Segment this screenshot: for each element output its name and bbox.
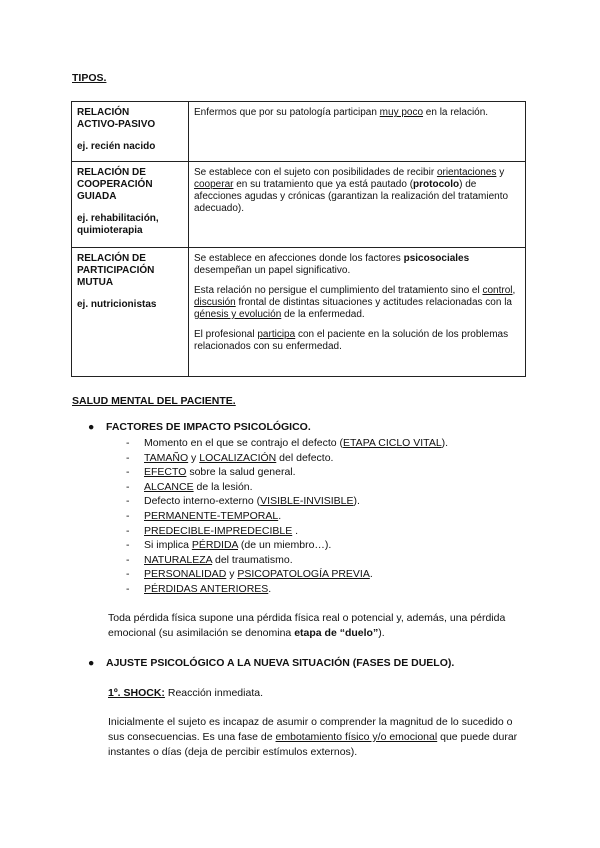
list-item-text: Defecto interno-externo (VISIBLE-INVISIBLE). xyxy=(144,495,360,508)
ajuste-heading: AJUSTE PSICOLÓGICO A LA NUEVA SITUACIÓN (FASES DE DUELO). xyxy=(106,657,455,669)
perdida-paragraph: Toda pérdida física supone una pérdida física real o potencial y, además, una pérdida emocional (su asimilación se denomina etapa de “duelo”). xyxy=(108,612,506,639)
bullet-dot: ● xyxy=(88,421,95,433)
relation-example: ej. nutricionistas xyxy=(77,299,157,310)
factores-heading: FACTORES DE IMPACTO PSICOLÓGICO. xyxy=(106,421,311,433)
list-dash: - xyxy=(126,480,130,493)
list-item xyxy=(126,524,448,539)
list-item-text: ALCANCE de la lesión. xyxy=(144,480,253,493)
relation-name-cell xyxy=(72,102,189,162)
list-dash: - xyxy=(126,539,130,552)
list-item xyxy=(126,480,448,495)
list-item xyxy=(126,567,448,582)
list-item xyxy=(126,553,448,568)
relation-name-cell xyxy=(72,248,189,377)
shock-paragraph: Inicialmente el sujeto es incapaz de asumir o comprender la magnitud de lo sucedido o sus consecuencias. Es una fase de embotamiento físico y/o emocional que puede durar instantes o días (deja de percibir estímulos externos). xyxy=(108,716,518,758)
list-item-text: PERMANENTE-TEMPORAL. xyxy=(144,509,282,522)
list-item xyxy=(126,494,448,509)
factores-bullet xyxy=(88,421,311,433)
relation-description-paragraph: Se establece con el sujeto con posibilidades de recibir orientaciones y cooperar en su tratamiento que ya está pautado (protocolo) de afecciones agudas y crónicas (garantizan la realización del tratamiento adecuado). xyxy=(194,167,509,214)
list-item-text: PÉRDIDAS ANTERIORES. xyxy=(144,582,272,595)
list-dash: - xyxy=(126,524,130,537)
relation-description-paragraph: Se establece en afecciones donde los factores psicosociales desempeñan un papel significativo. xyxy=(194,253,470,276)
list-item-text: EFECTO sobre la salud general. xyxy=(144,466,296,479)
list-item-text: PERSONALIDAD y PSICOPATOLOGÍA PREVIA. xyxy=(144,568,373,581)
relation-example: ej. rehabilitación, quimioterapia xyxy=(77,213,159,236)
table-row xyxy=(72,248,526,377)
list-dash: - xyxy=(126,553,130,566)
bullet-dot: ● xyxy=(88,657,95,669)
shock-line xyxy=(108,686,528,701)
relation-description-cell xyxy=(189,102,526,162)
list-dash: - xyxy=(126,568,130,581)
list-item-text: Momento en el que se contrajo el defecto (ETAPA CICLO VITAL). xyxy=(144,437,449,449)
list-item xyxy=(126,451,448,466)
relation-description-cell xyxy=(189,248,526,377)
relation-name: RELACIÓN DE PARTICIPACIÓN MUTUA xyxy=(77,253,155,288)
relation-description-cell xyxy=(189,162,526,248)
list-item xyxy=(126,465,448,480)
salud-mental-heading: SALUD MENTAL DEL PACIENTE. xyxy=(72,395,236,407)
ajuste-bullet xyxy=(88,657,454,669)
list-item-text: TAMAÑO y LOCALIZACIÓN del defecto. xyxy=(144,451,334,464)
relation-description-paragraph: El profesional participa con el paciente en la solución de los problemas relacionados con su enfermedad. xyxy=(194,329,509,352)
list-item-text: NATURALEZA del traumatismo. xyxy=(144,553,293,566)
list-item xyxy=(126,538,448,553)
list-item xyxy=(126,436,448,451)
relation-description-paragraph: Enfermos que por su patología participan muy poco en la relación. xyxy=(194,107,489,118)
list-dash: - xyxy=(126,509,130,522)
shock-label: 1º. SHOCK: xyxy=(108,687,165,699)
list-dash: - xyxy=(126,582,130,595)
relation-name-cell xyxy=(72,162,189,248)
list-dash: - xyxy=(126,451,130,464)
list-item-text: Si implica PÉRDIDA (de un miembro…). xyxy=(144,539,332,552)
relation-name: RELACIÓN ACTIVO-PASIVO xyxy=(77,107,156,130)
list-dash: - xyxy=(126,437,130,449)
relation-types-table xyxy=(71,101,526,377)
shock-text: Reacción inmediata. xyxy=(164,687,263,699)
list-item-text: PREDECIBLE-IMPREDECIBLE . xyxy=(144,524,299,537)
list-item xyxy=(126,582,448,597)
factores-list xyxy=(126,436,448,597)
list-dash: - xyxy=(126,466,130,479)
list-item xyxy=(126,509,448,524)
relation-description-paragraph: Esta relación no persigue el cumplimiento del tratamiento sino el control, discusión frontal de distintas situaciones y actitudes relacionadas con la génesis y evolución de la enfermedad. xyxy=(194,285,516,320)
list-dash: - xyxy=(126,495,130,508)
relation-name: RELACIÓN DE COOPERACIÓN GUIADA xyxy=(77,167,153,202)
relation-example: ej. recién nacido xyxy=(77,141,156,152)
tipos-heading: TIPOS. xyxy=(72,72,107,84)
table-row xyxy=(72,102,526,162)
table-row xyxy=(72,162,526,248)
